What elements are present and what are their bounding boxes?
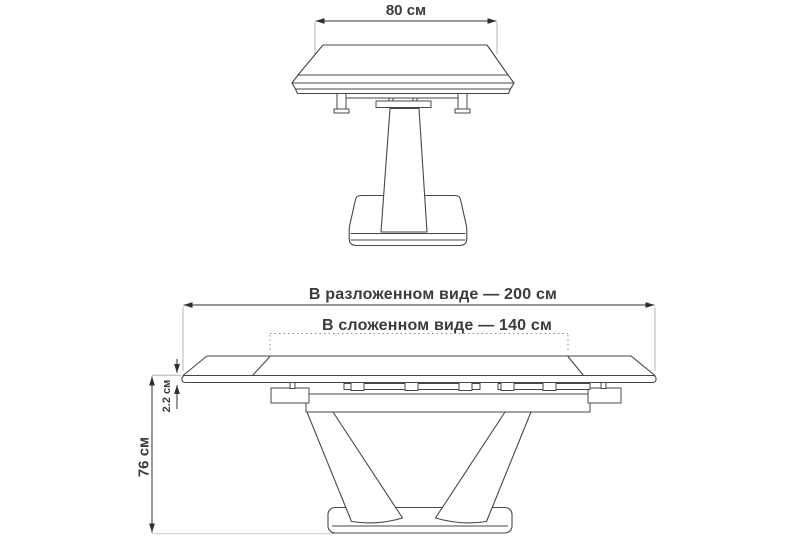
tabletop-surface: [298, 45, 508, 75]
bracket-foot-right: [455, 109, 470, 113]
mechanism-bracket-left: [337, 93, 346, 109]
side-view: [136, 286, 657, 534]
rail-clip: [501, 383, 514, 391]
tabletop-side-view: [182, 356, 656, 383]
tabletop-edge: [182, 376, 656, 383]
end-cap-left: [271, 388, 309, 403]
extended-length-label: В разложенном виде — 200 см: [308, 286, 558, 303]
leg-left: [307, 412, 403, 523]
mechanism-bracket-right: [458, 93, 467, 109]
dim-thickness-2-2: [161, 359, 177, 412]
tabletop-surface: [183, 356, 655, 376]
legs: [307, 412, 531, 523]
extension-mechanism-side-view: [271, 380, 621, 413]
bracket-foot-left: [334, 109, 349, 113]
dim-height-76: [136, 375, 182, 532]
rail-clip: [543, 383, 556, 391]
pedestal-column: [381, 109, 427, 233]
rail-clip: [405, 383, 418, 391]
rail-clip: [459, 383, 472, 391]
tabletop-edge-band: [292, 83, 514, 89]
end-view: [292, 2, 514, 246]
tabletop-edge-band: [292, 75, 514, 83]
mechanism-plate: [376, 101, 431, 108]
tabletop-end-view: [292, 45, 514, 94]
rail-clip: [351, 383, 364, 391]
thickness-label: 2.2 см: [161, 379, 173, 413]
width-label: 80 см: [385, 2, 427, 19]
dim-folded-140: [270, 317, 568, 353]
apron-beam: [306, 394, 590, 412]
leg-right: [436, 412, 532, 523]
height-label: 76 см: [135, 436, 153, 478]
end-cap-right: [588, 388, 621, 403]
folded-length-label: В сложенном виде — 140 см: [321, 317, 553, 334]
tabletop-edge-band: [296, 89, 511, 94]
